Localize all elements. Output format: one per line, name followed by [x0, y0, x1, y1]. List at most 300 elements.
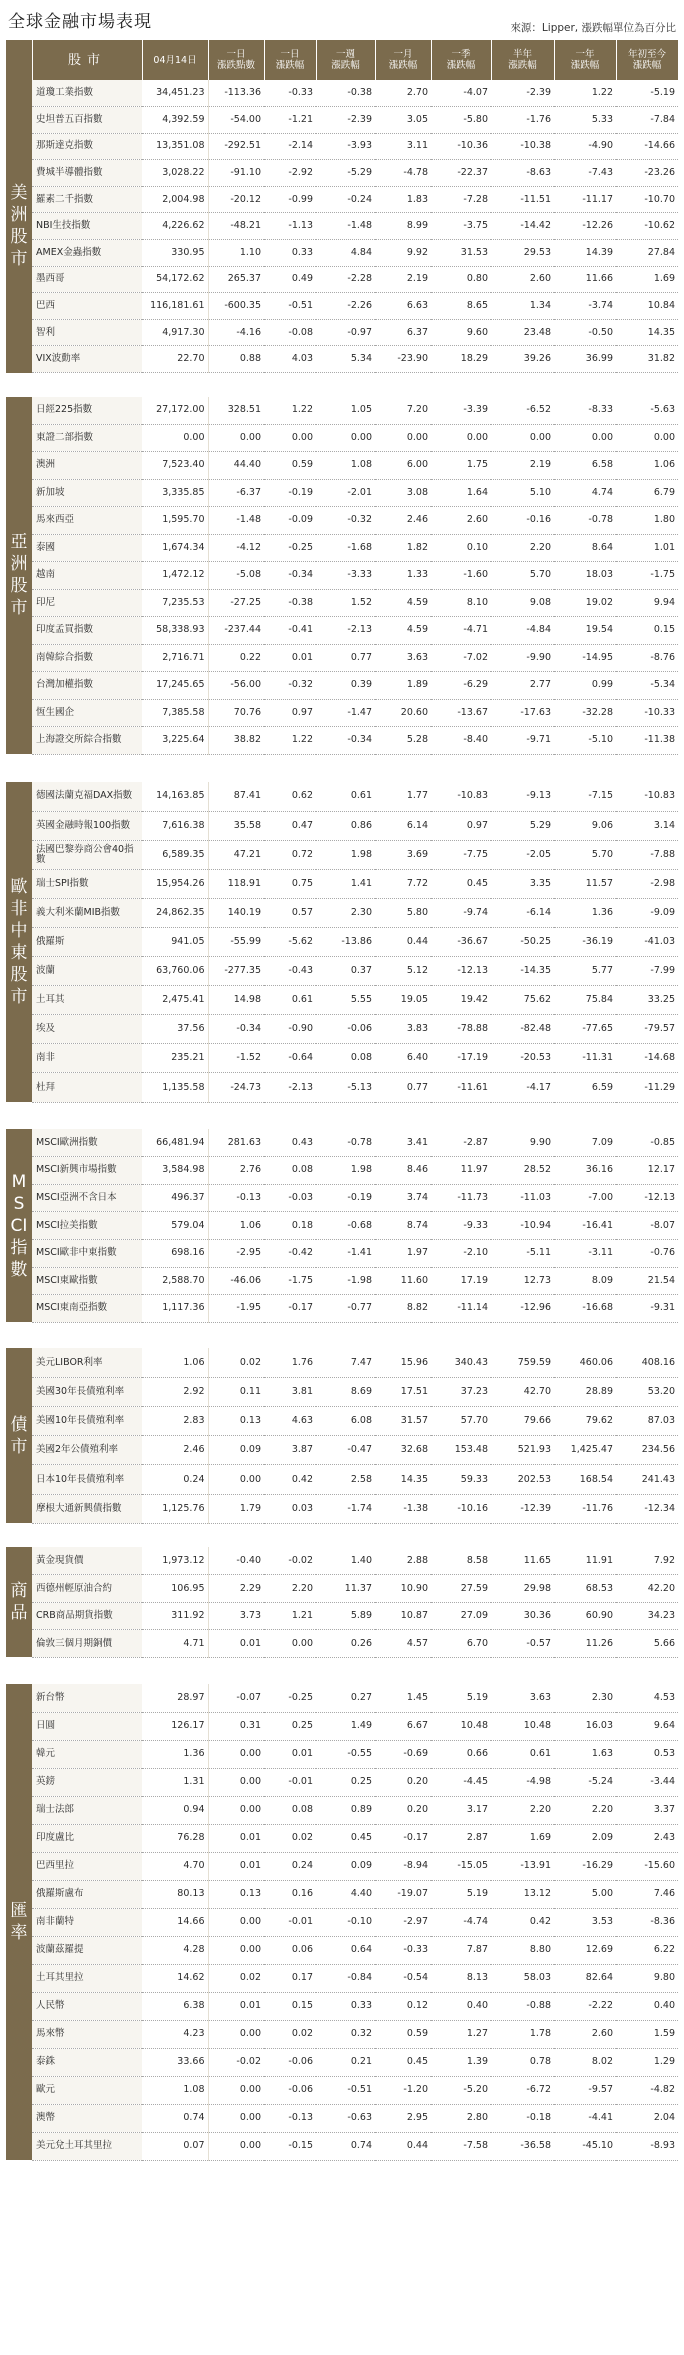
- section-gap-cell: [6, 1657, 678, 1684]
- data-cell: 0.40: [431, 1992, 491, 2020]
- data-cell: 6.67: [375, 1712, 431, 1740]
- data-cell: -0.19: [264, 479, 316, 507]
- data-cell: -0.57: [491, 1630, 554, 1658]
- data-cell: 2.87: [431, 1824, 491, 1852]
- data-cell: 5.12: [375, 957, 431, 986]
- data-cell: -4.84: [491, 617, 554, 645]
- data-cell: -9.90: [491, 644, 554, 672]
- data-cell: 1.33: [375, 562, 431, 590]
- table-row: [6, 1796, 678, 1824]
- data-cell: -7.88: [616, 840, 678, 869]
- data-cell: -0.84: [316, 1964, 375, 1992]
- data-cell: -11.17: [554, 186, 616, 213]
- data-cell: -16.41: [554, 1212, 616, 1240]
- data-cell: -8.40: [431, 727, 491, 755]
- data-cell: -12.39: [491, 1494, 554, 1523]
- data-cell: -2.01: [316, 479, 375, 507]
- table-row: [6, 1295, 678, 1323]
- data-cell: -4.45: [431, 1768, 491, 1796]
- table-row: [6, 346, 678, 373]
- data-cell: -0.43: [264, 957, 316, 986]
- data-cell: 2.20: [491, 1796, 554, 1824]
- data-cell: 311.92: [142, 1602, 208, 1630]
- data-cell: 0.42: [491, 1908, 554, 1936]
- data-cell: -5.29: [316, 160, 375, 187]
- data-cell: 0.33: [264, 240, 316, 267]
- data-cell: -1.68: [316, 534, 375, 562]
- index-name: 智利: [32, 319, 142, 346]
- data-cell: -4.71: [431, 617, 491, 645]
- data-cell: 0.99: [554, 672, 616, 700]
- data-cell: -11.38: [616, 727, 678, 755]
- data-cell: 5.77: [554, 957, 616, 986]
- table-row: [6, 452, 678, 480]
- data-cell: 37.23: [431, 1377, 491, 1406]
- data-cell: 0.57: [264, 898, 316, 927]
- data-cell: 10.84: [616, 293, 678, 320]
- data-cell: 54,172.62: [142, 266, 208, 293]
- column-header: 一日 漲跌點數: [208, 40, 264, 80]
- data-cell: 0.45: [375, 2048, 431, 2076]
- data-cell: -11.61: [431, 1073, 491, 1102]
- data-cell: 79.62: [554, 1407, 616, 1436]
- data-cell: -16.68: [554, 1295, 616, 1323]
- data-cell: -14.35: [491, 957, 554, 986]
- data-cell: 1.98: [316, 840, 375, 869]
- data-cell: -0.13: [208, 1184, 264, 1212]
- data-cell: -0.64: [264, 1044, 316, 1073]
- data-cell: 0.45: [316, 1824, 375, 1852]
- data-cell: 13.12: [491, 1880, 554, 1908]
- section-gap: [6, 1523, 678, 1547]
- data-cell: -1.48: [208, 507, 264, 535]
- data-cell: -0.16: [491, 507, 554, 535]
- data-cell: -0.17: [375, 1824, 431, 1852]
- data-cell: 82.64: [554, 1964, 616, 1992]
- data-cell: 5.19: [431, 1684, 491, 1712]
- index-name: 埃及: [32, 1015, 142, 1044]
- data-cell: -2.97: [375, 1908, 431, 1936]
- data-cell: 4.28: [142, 1936, 208, 1964]
- data-cell: -0.97: [316, 319, 375, 346]
- table-row: [6, 1602, 678, 1630]
- data-cell: 14.98: [208, 986, 264, 1015]
- data-cell: 2.19: [491, 452, 554, 480]
- data-cell: 35.58: [208, 811, 264, 840]
- data-cell: 0.00: [491, 424, 554, 452]
- data-cell: 30.36: [491, 1602, 554, 1630]
- index-name: 人民幣: [32, 1992, 142, 2020]
- data-cell: 2.46: [375, 507, 431, 535]
- data-cell: 0.00: [554, 424, 616, 452]
- data-cell: -11.03: [491, 1184, 554, 1212]
- data-cell: -0.63: [316, 2104, 375, 2132]
- data-cell: -0.77: [316, 1295, 375, 1323]
- data-cell: -32.28: [554, 699, 616, 727]
- data-cell: -0.25: [264, 1684, 316, 1712]
- data-cell: 3.08: [375, 479, 431, 507]
- data-cell: 0.24: [264, 1852, 316, 1880]
- data-cell: -1.20: [375, 2076, 431, 2104]
- data-cell: -1.47: [316, 699, 375, 727]
- data-cell: -0.19: [316, 1184, 375, 1212]
- data-cell: 1.89: [375, 672, 431, 700]
- data-cell: -6.37: [208, 479, 264, 507]
- data-cell: -0.50: [554, 319, 616, 346]
- index-name: 馬來西亞: [32, 507, 142, 535]
- data-cell: -0.02: [264, 1547, 316, 1575]
- data-cell: 3.05: [375, 107, 431, 134]
- data-cell: -5.20: [431, 2076, 491, 2104]
- data-cell: 2.20: [554, 1796, 616, 1824]
- data-cell: -0.88: [491, 1992, 554, 2020]
- data-cell: -78.88: [431, 1015, 491, 1044]
- data-cell: 168.54: [554, 1465, 616, 1494]
- data-cell: 53.20: [616, 1377, 678, 1406]
- data-cell: 6.40: [375, 1044, 431, 1073]
- data-cell: 0.64: [316, 1936, 375, 1964]
- data-cell: -3.74: [554, 293, 616, 320]
- data-cell: -3.75: [431, 213, 491, 240]
- data-cell: 241.43: [616, 1465, 678, 1494]
- data-cell: -0.85: [616, 1129, 678, 1157]
- table-row: [6, 1073, 678, 1102]
- data-cell: 0.00: [431, 424, 491, 452]
- table-row: [6, 293, 678, 320]
- data-cell: -36.67: [431, 928, 491, 957]
- data-cell: -12.34: [616, 1494, 678, 1523]
- table-row: [6, 898, 678, 927]
- data-cell: -9.33: [431, 1212, 491, 1240]
- data-cell: 0.00: [316, 424, 375, 452]
- data-cell: 7,523.40: [142, 452, 208, 480]
- data-cell: 0.75: [264, 869, 316, 898]
- data-cell: -82.48: [491, 1015, 554, 1044]
- data-cell: 0.08: [316, 1044, 375, 1073]
- data-cell: 8.65: [431, 293, 491, 320]
- data-cell: 87.03: [616, 1407, 678, 1436]
- data-cell: 7.20: [375, 397, 431, 425]
- index-name: 美國30年長債殖利率: [32, 1377, 142, 1406]
- index-name: NBI生技指數: [32, 213, 142, 240]
- data-cell: 3.69: [375, 840, 431, 869]
- data-cell: -1.48: [316, 213, 375, 240]
- data-cell: -4.07: [431, 80, 491, 107]
- section-label: [6, 782, 32, 1102]
- data-cell: 12.73: [491, 1267, 554, 1295]
- data-cell: -4.98: [491, 1768, 554, 1796]
- index-name: 美國10年長債殖利率: [32, 1407, 142, 1436]
- data-cell: 2,475.41: [142, 986, 208, 1015]
- data-cell: 2.09: [554, 1824, 616, 1852]
- data-cell: -2.05: [491, 840, 554, 869]
- data-cell: 0.00: [208, 1796, 264, 1824]
- data-cell: 3.63: [375, 644, 431, 672]
- data-cell: -0.09: [264, 507, 316, 535]
- data-cell: 0.00: [208, 1740, 264, 1768]
- index-name: 那斯達克指數: [32, 133, 142, 160]
- data-cell: 0.13: [208, 1880, 264, 1908]
- index-name: 泰國: [32, 534, 142, 562]
- data-cell: 0.03: [264, 1494, 316, 1523]
- data-cell: 5.55: [316, 986, 375, 1015]
- data-cell: 759.59: [491, 1348, 554, 1377]
- data-cell: 9.90: [491, 1129, 554, 1157]
- data-cell: -16.29: [554, 1852, 616, 1880]
- data-cell: -5.34: [616, 672, 678, 700]
- data-cell: -11.29: [616, 1073, 678, 1102]
- data-cell: 2.95: [375, 2104, 431, 2132]
- data-cell: 3,584.98: [142, 1157, 208, 1185]
- index-name: 俄羅斯盧布: [32, 1880, 142, 1908]
- data-cell: 1.69: [491, 1824, 554, 1852]
- data-cell: 4.59: [375, 617, 431, 645]
- index-name: 美國2年公債殖利率: [32, 1436, 142, 1465]
- table-row: [6, 1547, 678, 1575]
- index-name: 澳洲: [32, 452, 142, 480]
- data-cell: 11.60: [375, 1267, 431, 1295]
- data-cell: 0.22: [208, 644, 264, 672]
- data-cell: -10.16: [431, 1494, 491, 1523]
- data-cell: 4.71: [142, 1630, 208, 1658]
- data-cell: 70.76: [208, 699, 264, 727]
- data-cell: 1,125.76: [142, 1494, 208, 1523]
- data-cell: 6.37: [375, 319, 431, 346]
- data-cell: 0.00: [208, 2104, 264, 2132]
- index-name: 杜拜: [32, 1073, 142, 1102]
- data-cell: -23.90: [375, 346, 431, 373]
- data-cell: 14.62: [142, 1964, 208, 1992]
- data-cell: -0.06: [316, 1015, 375, 1044]
- data-cell: 0.00: [208, 1465, 264, 1494]
- data-cell: -17.63: [491, 699, 554, 727]
- data-cell: -11.73: [431, 1184, 491, 1212]
- data-cell: 9.92: [375, 240, 431, 267]
- data-cell: -10.83: [431, 782, 491, 811]
- table-row: [6, 397, 678, 425]
- data-cell: 579.04: [142, 1212, 208, 1240]
- data-cell: -12.26: [554, 213, 616, 240]
- data-cell: -7.15: [554, 782, 616, 811]
- table-row: [6, 1740, 678, 1768]
- data-cell: 1.36: [554, 898, 616, 927]
- data-cell: -6.29: [431, 672, 491, 700]
- data-cell: 2.92: [142, 1377, 208, 1406]
- data-cell: 1.83: [375, 186, 431, 213]
- data-cell: 1.64: [431, 479, 491, 507]
- index-name: 韓元: [32, 1740, 142, 1768]
- section-label-text: MSCI指數: [10, 1171, 28, 1280]
- data-cell: 0.08: [264, 1157, 316, 1185]
- index-name: 黃金現貨價: [32, 1547, 142, 1575]
- data-cell: -277.35: [208, 957, 264, 986]
- table-row: [6, 562, 678, 590]
- data-cell: -0.47: [316, 1436, 375, 1465]
- data-cell: -14.42: [491, 213, 554, 240]
- data-cell: 3.81: [264, 1377, 316, 1406]
- data-cell: -8.33: [554, 397, 616, 425]
- data-cell: 3.87: [264, 1436, 316, 1465]
- data-cell: 1.69: [616, 266, 678, 293]
- data-cell: 0.13: [208, 1407, 264, 1436]
- section-gap-cell: [6, 1523, 678, 1547]
- data-cell: 496.37: [142, 1184, 208, 1212]
- market-table: [6, 40, 679, 2161]
- data-cell: 8.64: [554, 534, 616, 562]
- data-cell: 1,674.34: [142, 534, 208, 562]
- data-cell: 1.01: [616, 534, 678, 562]
- data-cell: 19.42: [431, 986, 491, 1015]
- data-cell: 5.28: [375, 727, 431, 755]
- data-cell: 10.90: [375, 1575, 431, 1603]
- table-row: [6, 869, 678, 898]
- data-cell: 0.18: [264, 1212, 316, 1240]
- table-row: [6, 107, 678, 134]
- data-cell: -77.65: [554, 1015, 616, 1044]
- data-cell: -2.39: [316, 107, 375, 134]
- data-cell: -0.18: [491, 2104, 554, 2132]
- data-cell: 6,589.35: [142, 840, 208, 869]
- data-cell: 0.00: [208, 424, 264, 452]
- data-cell: 2.80: [431, 2104, 491, 2132]
- data-cell: 8.69: [316, 1377, 375, 1406]
- data-cell: -0.34: [316, 727, 375, 755]
- data-cell: 3.83: [375, 1015, 431, 1044]
- table-row: [6, 534, 678, 562]
- data-cell: 0.53: [616, 1740, 678, 1768]
- data-cell: 0.74: [142, 2104, 208, 2132]
- data-cell: 1,472.12: [142, 562, 208, 590]
- data-cell: 0.12: [375, 1992, 431, 2020]
- data-cell: -3.11: [554, 1239, 616, 1267]
- data-cell: -2.13: [264, 1073, 316, 1102]
- data-cell: -13.86: [316, 928, 375, 957]
- data-cell: -0.24: [316, 186, 375, 213]
- data-cell: 6.79: [616, 479, 678, 507]
- data-cell: 0.66: [431, 1740, 491, 1768]
- data-cell: -11.31: [554, 1044, 616, 1073]
- data-cell: -8.07: [616, 1212, 678, 1240]
- data-cell: 153.48: [431, 1436, 491, 1465]
- data-cell: -0.78: [554, 507, 616, 535]
- data-cell: -0.99: [264, 186, 316, 213]
- data-cell: 0.00: [208, 2020, 264, 2048]
- data-cell: -2.92: [264, 160, 316, 187]
- data-cell: 16.03: [554, 1712, 616, 1740]
- data-cell: 1.34: [491, 293, 554, 320]
- data-cell: -10.36: [431, 133, 491, 160]
- data-cell: 0.74: [316, 2132, 375, 2160]
- data-cell: 1.22: [264, 727, 316, 755]
- table-row: [6, 1184, 678, 1212]
- data-cell: 20.60: [375, 699, 431, 727]
- data-cell: -2.95: [208, 1239, 264, 1267]
- data-cell: -7.99: [616, 957, 678, 986]
- data-cell: 0.00: [208, 1936, 264, 1964]
- data-cell: -11.76: [554, 1494, 616, 1523]
- data-cell: 2.30: [554, 1684, 616, 1712]
- index-name: 道瓊工業指數: [32, 80, 142, 107]
- index-name: 恆生國企: [32, 699, 142, 727]
- index-name: 南非: [32, 1044, 142, 1073]
- index-name: 印尼: [32, 589, 142, 617]
- data-cell: 4.70: [142, 1852, 208, 1880]
- data-cell: 34.23: [616, 1602, 678, 1630]
- data-cell: 0.62: [264, 782, 316, 811]
- data-cell: 698.16: [142, 1239, 208, 1267]
- data-cell: 4.23: [142, 2020, 208, 2048]
- data-cell: -1.95: [208, 1295, 264, 1323]
- data-cell: 8.58: [431, 1547, 491, 1575]
- data-cell: 0.00: [375, 424, 431, 452]
- data-cell: -0.78: [316, 1129, 375, 1157]
- data-cell: 1.52: [316, 589, 375, 617]
- data-cell: 5.80: [375, 898, 431, 927]
- data-cell: 0.89: [316, 1796, 375, 1824]
- table-row: [6, 617, 678, 645]
- title-bar: [0, 0, 684, 40]
- data-cell: 521.93: [491, 1436, 554, 1465]
- data-cell: 6.14: [375, 811, 431, 840]
- index-name: 英鎊: [32, 1768, 142, 1796]
- data-cell: -12.96: [491, 1295, 554, 1323]
- data-cell: 0.00: [264, 424, 316, 452]
- data-cell: 6.58: [554, 452, 616, 480]
- index-name: 美元LIBOR利率: [32, 1348, 142, 1377]
- data-cell: 0.72: [264, 840, 316, 869]
- data-cell: 1.49: [316, 1712, 375, 1740]
- data-cell: -0.10: [316, 1908, 375, 1936]
- table-row: [6, 213, 678, 240]
- data-cell: 0.94: [142, 1796, 208, 1824]
- section-label: [6, 397, 32, 755]
- data-cell: 1.22: [264, 397, 316, 425]
- data-cell: -5.13: [316, 1073, 375, 1102]
- data-cell: 6.22: [616, 1936, 678, 1964]
- data-cell: 1,595.70: [142, 507, 208, 535]
- data-cell: 4,226.62: [142, 213, 208, 240]
- table-row: [6, 479, 678, 507]
- data-cell: 75.62: [491, 986, 554, 1015]
- table-row: [6, 1407, 678, 1436]
- data-cell: -4.12: [208, 534, 264, 562]
- data-cell: 6.38: [142, 1992, 208, 2020]
- index-name: MSCI拉美指數: [32, 1212, 142, 1240]
- data-cell: 5.70: [554, 840, 616, 869]
- data-cell: 66,481.94: [142, 1129, 208, 1157]
- data-cell: 4.84: [316, 240, 375, 267]
- data-cell: 10.87: [375, 1602, 431, 1630]
- data-cell: 116,181.61: [142, 293, 208, 320]
- data-cell: 3.35: [491, 869, 554, 898]
- table-row: [6, 240, 678, 267]
- table-row: [6, 1824, 678, 1852]
- section-gap: [6, 1657, 678, 1684]
- index-name: 越南: [32, 562, 142, 590]
- section-gap-cell: [6, 1102, 678, 1129]
- index-name: 費城半導體指數: [32, 160, 142, 187]
- table-row: [6, 2076, 678, 2104]
- data-cell: 340.43: [431, 1348, 491, 1377]
- data-cell: 2.20: [264, 1575, 316, 1603]
- data-cell: 3.74: [375, 1184, 431, 1212]
- data-cell: 5.00: [554, 1880, 616, 1908]
- data-cell: 14.66: [142, 1908, 208, 1936]
- data-cell: 0.01: [208, 1992, 264, 2020]
- index-name: VIX波動率: [32, 346, 142, 373]
- data-cell: 27,172.00: [142, 397, 208, 425]
- data-cell: 2.76: [208, 1157, 264, 1185]
